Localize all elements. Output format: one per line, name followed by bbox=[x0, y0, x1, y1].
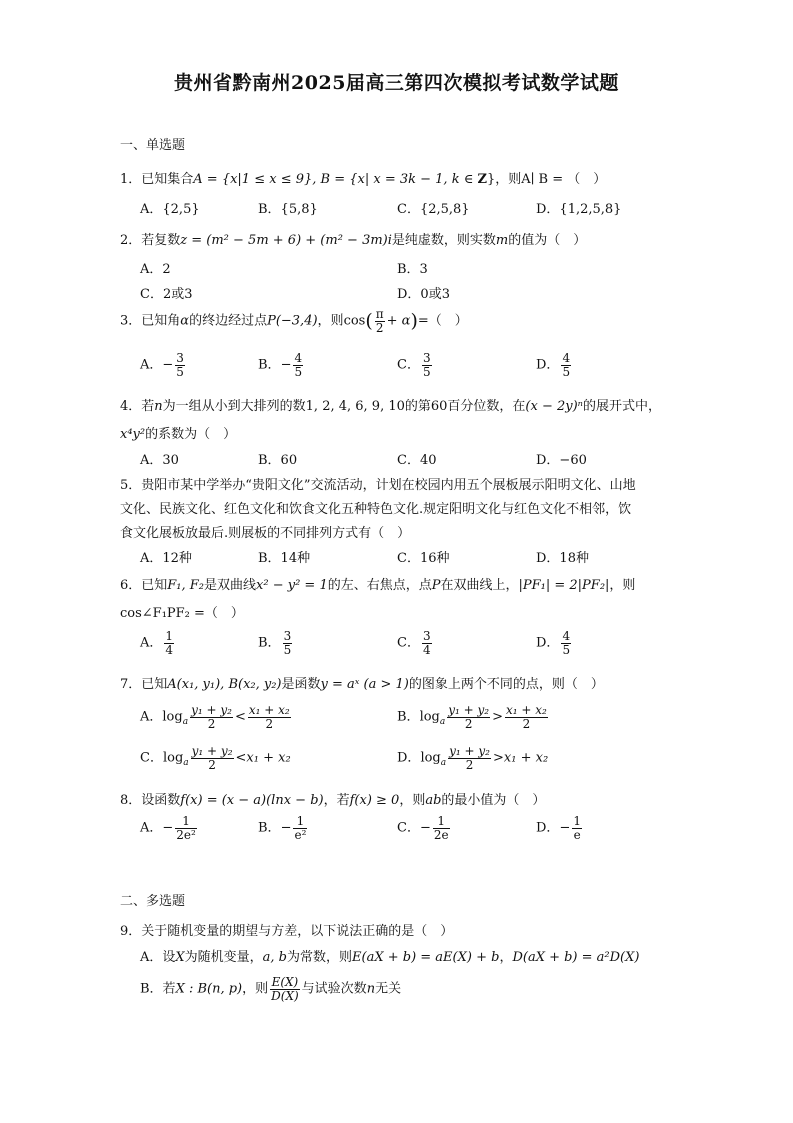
question-5-stem-line-2: 文化、民族文化、红色文化和饮食文化五种特色文化.规定阳明文化与红色文化不相邻，饮 bbox=[120, 502, 632, 517]
question-7-option-b: B．$\log_a$ $\frac{\text{y₁ + y₂}}{2}$ > $\frac{\text{x₁ + x₂}}{2}$ bbox=[397, 703, 547, 731]
question-3-option-b: B．− $\frac{4}{5}$ bbox=[258, 351, 303, 379]
question-4-option-c: C．40 bbox=[397, 453, 437, 468]
question-6-stem-line-2: cos∠F₁PF₂ =（ ） bbox=[120, 606, 244, 621]
question-3-option-c: C． $\frac{3}{5}$ bbox=[397, 351, 431, 379]
question-8-stem: 8．设函数f(x) = (x − a)(lnx − b)，若f(x) ≥ 0，则ab的最小值为（ ） bbox=[120, 793, 546, 808]
question-3-stem: 3．已知角α的终边经过点P(−3,4)，则cos( $\frac{\pi}{2}$ + α)=（ ） bbox=[120, 307, 468, 335]
question-5-option-d: D．18种 bbox=[536, 551, 589, 566]
question-3-option-a: A．− $\frac{3}{5}$ bbox=[140, 351, 184, 379]
question-5-stem-line-1: 5．贵阳市某中学举办“贵阳文化”交流活动，计划在校园内用五个展板展示阳明文化、山地 bbox=[120, 478, 636, 493]
question-1-stem: 1．已知集合A = {x|1 ≤ x ≤ 9}, B = {x| x = 3k − 1, k ∈ Z}，则A∣ B = （ ） bbox=[120, 172, 607, 187]
question-5-option-a: A．12种 bbox=[140, 551, 192, 566]
question-4-stem-line-2: x⁴y²的系数为（ ） bbox=[120, 427, 237, 442]
question-8-option-c: C．− $\frac{1}{2e}$ bbox=[397, 814, 449, 842]
question-5-option-b: B．14种 bbox=[258, 551, 311, 566]
question-8-option-a: A．− $\frac{1}{\text{2e²}}$ bbox=[140, 814, 196, 842]
question-2-option-a: A．2 bbox=[140, 262, 171, 277]
section-heading-single-choice: 一、单选题 bbox=[120, 138, 186, 153]
question-7-option-a: A．$\log_a$ $\frac{\text{y₁ + y₂}}{2}$ < $\frac{\text{x₁ + x₂}}{2}$ bbox=[140, 703, 290, 731]
question-6-stem-line-1: 6．已知F₁, F₂是双曲线x² − y² = 1的左、右焦点，点P在双曲线上，|PF₁| = 2|PF₂|，则 bbox=[120, 578, 636, 593]
question-5-stem-line-3: 食文化展板放最后.则展板的不同排列方式有（ ） bbox=[120, 526, 411, 541]
question-2-option-c: C．2或3 bbox=[140, 287, 193, 302]
question-9-stem: 9．关于随机变量的期望与方差，以下说法正确的是（ ） bbox=[120, 924, 454, 939]
question-6-option-a: A． $\frac{1}{4}$ bbox=[140, 629, 174, 657]
question-6-option-c: C． $\frac{3}{4}$ bbox=[397, 629, 431, 657]
question-5-option-c: C．16种 bbox=[397, 551, 450, 566]
fraction-pi-over-2: $\frac{\pi}{2}$ bbox=[375, 307, 384, 335]
question-2-option-b: B．3 bbox=[397, 262, 428, 277]
question-1-option-d: D．{1,2,5,8} bbox=[536, 202, 622, 217]
section-heading-multiple-choice: 二、多选题 bbox=[120, 894, 186, 909]
question-4-option-b: B．60 bbox=[258, 453, 298, 468]
question-7-option-c: C．$\log_a$ $\frac{\text{y₁ + y₂}}{2}$ <x₁ + x₂ bbox=[140, 744, 291, 772]
question-1-option-a: A．{2,5} bbox=[140, 202, 200, 217]
question-7-option-d: D．$\log_a$ $\frac{\text{y₁ + y₂}}{2}$ >x₁ + x₂ bbox=[397, 744, 549, 772]
question-9-option-b: B．若X : B(n, p)，则 $\frac{E(X)}{D(X)}$ 与试验次数n无关 bbox=[140, 975, 402, 1003]
question-6-option-b: B． $\frac{3}{5}$ bbox=[258, 629, 292, 657]
question-9-option-a: A．设X为随机变量，a, b为常数，则E(aX + b) = aE(X) + b，D(aX + b) = a²D(X) bbox=[140, 950, 640, 965]
page-title: 贵州省黔南州2025届高三第四次模拟考试数学试题 bbox=[174, 72, 619, 94]
question-2-stem: 2．若复数z = (m² − 5m + 6) + (m² − 3m)i是纯虚数，则实数m的值为（ ） bbox=[120, 233, 587, 248]
question-6-option-d: D． $\frac{4}{5}$ bbox=[536, 629, 571, 657]
question-4-option-d: D．−60 bbox=[536, 453, 587, 468]
question-8-option-d: D．− $\frac{1}{e}$ bbox=[536, 814, 581, 842]
question-2-option-d: D．0或3 bbox=[397, 287, 450, 302]
question-4-stem-line-1: 4．若n为一组从小到大排列的数1, 2, 4, 6, 9, 10的第60百分位数，在(x − 2y)ⁿ的展开式中， bbox=[120, 399, 661, 414]
question-4-option-a: A．30 bbox=[140, 453, 179, 468]
question-8-option-b: B．− $\frac{1}{\text{e²}}$ bbox=[258, 814, 307, 842]
question-1-option-b: B．{5,8} bbox=[258, 202, 318, 217]
question-7-stem: 7．已知A(x₁, y₁), B(x₂, y₂)是函数y = aˣ (a > 1)的图象上两个不同的点，则（ ） bbox=[120, 677, 604, 692]
question-3-option-d: D． $\frac{4}{5}$ bbox=[536, 351, 571, 379]
question-1-option-c: C．{2,5,8} bbox=[397, 202, 470, 217]
